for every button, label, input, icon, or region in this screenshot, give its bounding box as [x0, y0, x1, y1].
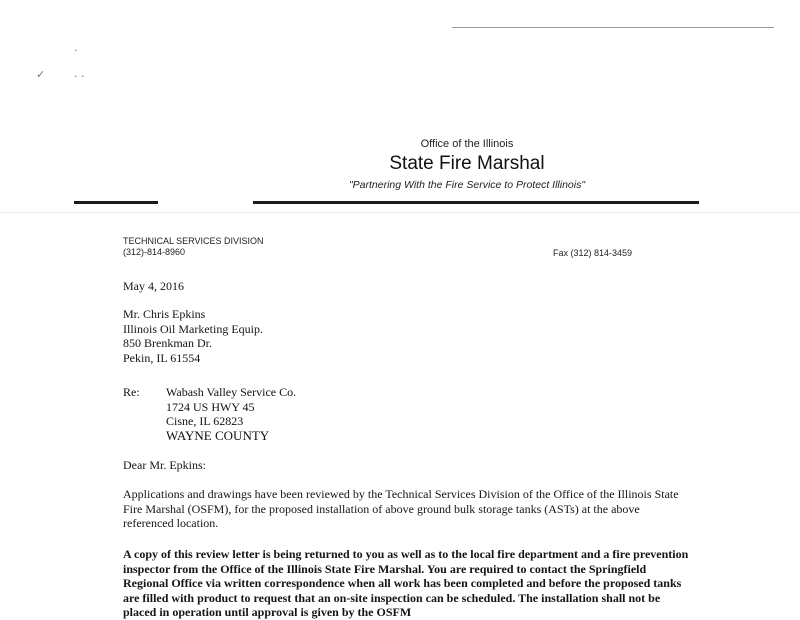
division-block	[123, 236, 264, 258]
division-phone: (312)-814-8960	[123, 247, 186, 257]
letterhead-rule-left	[74, 201, 158, 204]
salutation: Dear Mr. Epkins:	[123, 458, 206, 472]
letter-date: May 4, 2016	[123, 279, 184, 293]
recipient-company: Illinois Oil Marketing Equip.	[123, 321, 263, 336]
paragraph-review: Applications and drawings have been reviewed by the Technical Services Division of the Office of the Illinois State Fire Marshal (OSFM), for the proposed installation of above ground bulk storage tanks (ASTs) at the above referenced location.	[123, 487, 679, 530]
re-label: Re:	[123, 385, 140, 399]
letterhead-agency: State Fire Marshal	[389, 153, 545, 174]
recipient-street: 850 Brenkman Dr.	[123, 336, 212, 350]
scan-speck: ✓	[36, 68, 46, 81]
letterhead-office: Office of the Illinois	[420, 138, 514, 150]
scan-artifact-line	[452, 27, 774, 28]
letterhead-motto: "Partnering With the Fire Service to Protect Illinois"	[348, 179, 586, 191]
letterhead-rule-right	[253, 201, 699, 204]
division-name: TECHNICAL SERVICES DIVISION	[123, 236, 264, 246]
recipient-name: Mr. Chris Epkins	[123, 307, 206, 321]
paragraph-inspection: A copy of this review letter is being returned to you as well as to the local fire department and a fire prevention inspector from the Office of the Illinois State Fire Marshal. You are required to contact the Springfield Regional Office via written correspondence when all work has been completed and before the proposed tanks are filled with product to request that an on-site inspection can be scheduled. The installation shall not be placed in operation until approval is given by the OSFM	[123, 547, 689, 619]
recipient-city: Pekin, IL 61554	[123, 350, 201, 365]
scan-speck: ·	[74, 44, 78, 57]
re-street: 1724 US HWY 45	[166, 399, 255, 414]
division-fax: Fax (312) 814-3459	[553, 248, 633, 258]
re-site: Wabash Valley Service Co.	[166, 385, 297, 399]
re-block	[166, 385, 296, 443]
recipient-address	[123, 307, 263, 365]
scan-ghost-line	[0, 212, 800, 213]
re-city: Cisne, IL 62823	[166, 414, 244, 428]
scan-speck: · ·	[74, 70, 85, 83]
re-county: WAYNE COUNTY	[166, 427, 270, 443]
